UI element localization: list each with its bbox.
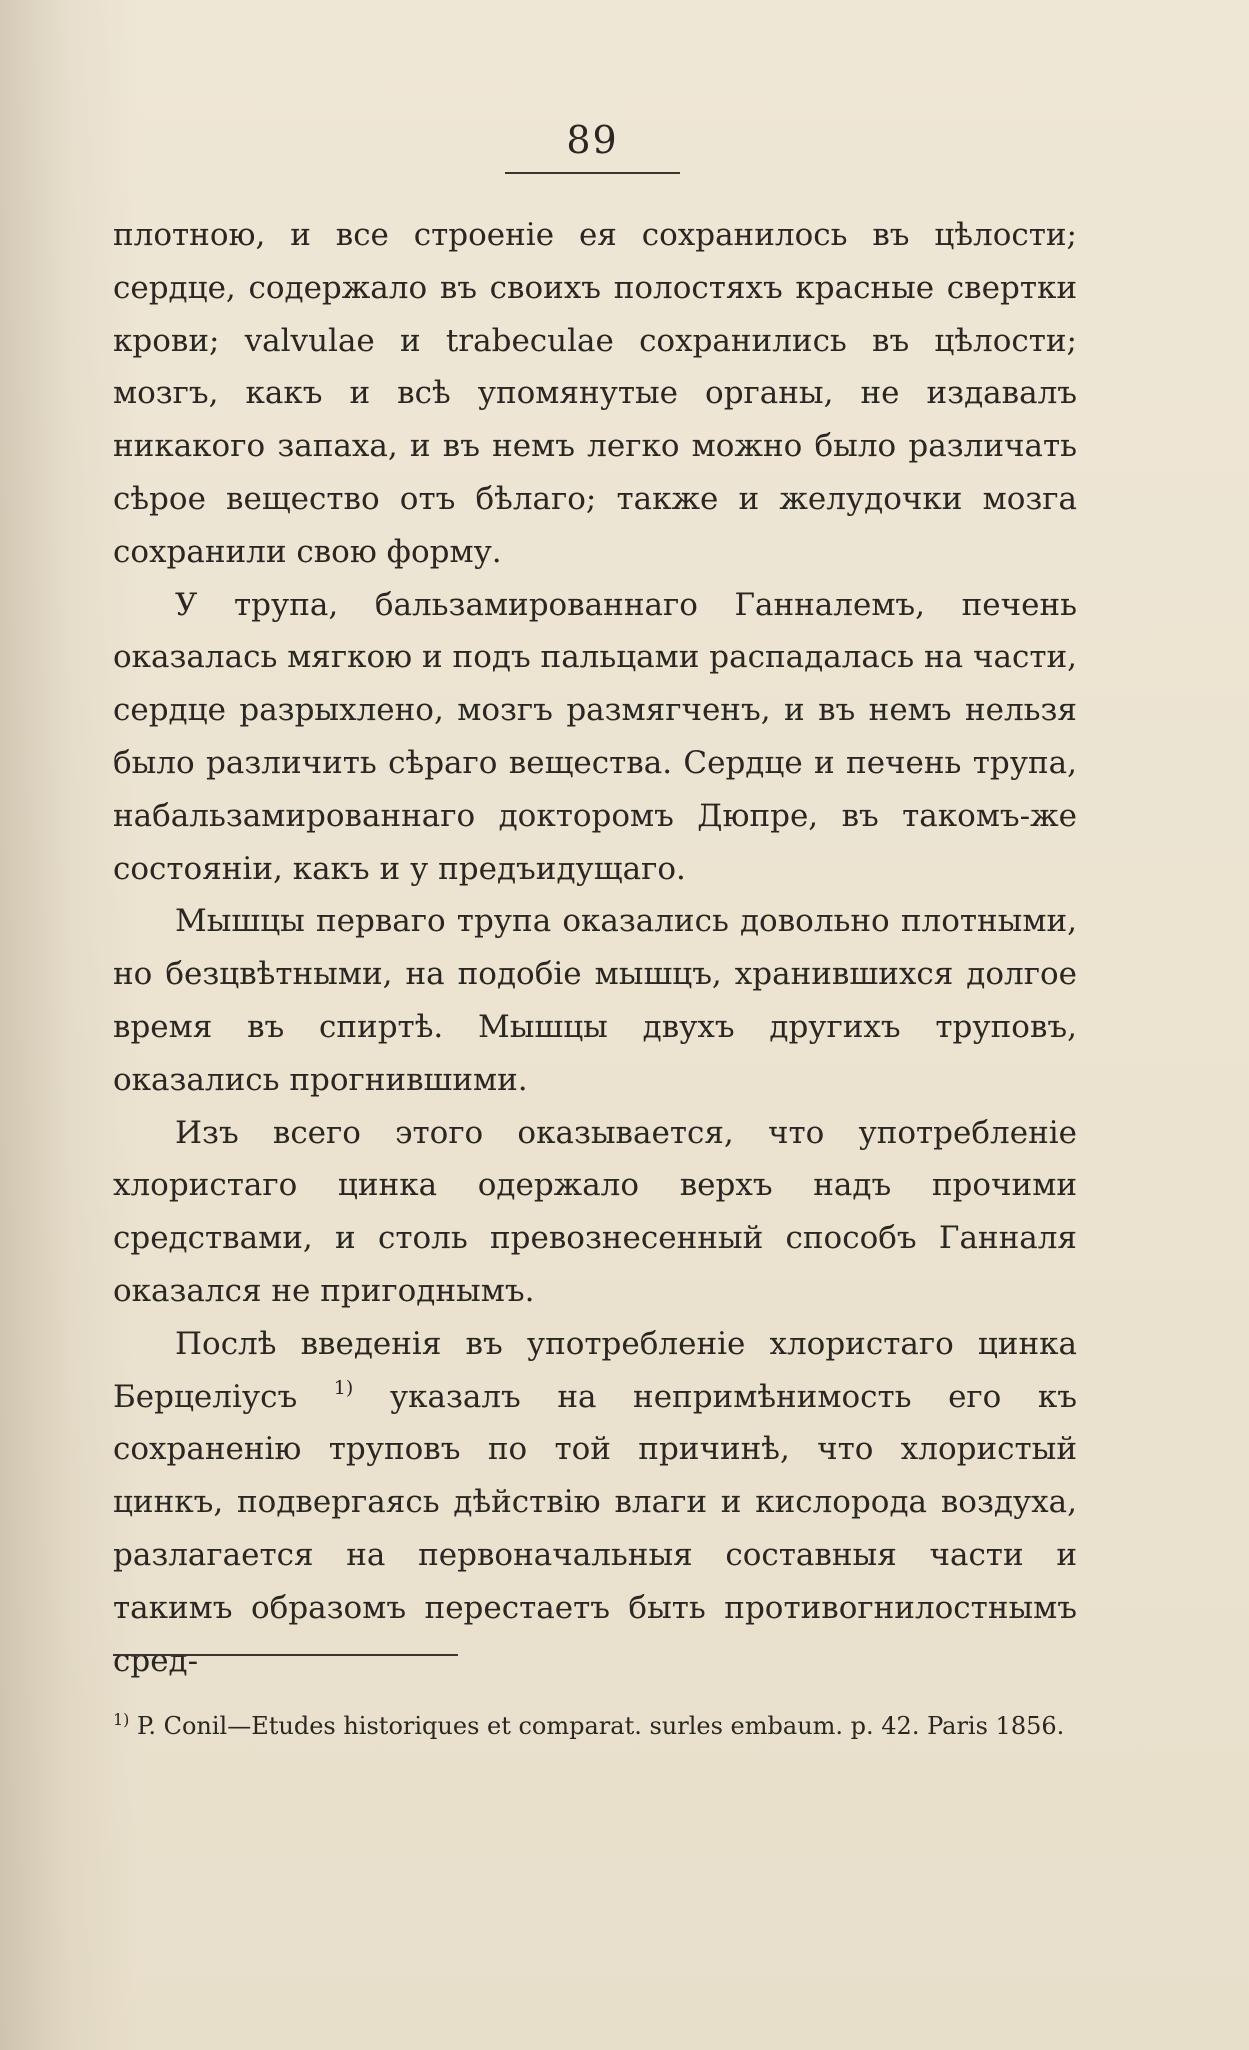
footnote: [113, 1706, 1077, 1746]
paragraph-1: плотною, и все строеніе ея сохранилось въ цѣлости; сердце, содержало въ своихъ полостяхъ красные свертки крови; valvulae и trabeculae сохранились въ цѣлости; мозгъ, какъ и всѣ упомянутые органы, не издавалъ никакого запаха, и въ немъ легко можно было различать сѣрое вещество отъ бѣлаго; также и желудочки мозга сохранили свою форму.: [113, 217, 1077, 570]
footnote-reference: 1): [333, 1376, 354, 1399]
paragraph-2: У трупа, бальзамированнаго Ганналемъ, печень оказалась мягкою и подъ пальцами распадалась на части, сердце разрыхлено, мозгъ размягченъ, и въ немъ нельзя было различить сѣраго вещества. Сердце и печень трупа, набальзамированнаго докторомъ Дюпре, въ такомъ-же состояніи, какъ и у предъидущаго.: [113, 586, 1077, 887]
footnote-text: P. Conil—Etudes historiques et comparat. surles embaum. p. 42. Paris 1856.: [129, 1712, 1065, 1740]
page-number: 89: [566, 118, 619, 162]
footnote-mark: 1): [113, 1710, 130, 1729]
paragraph-5: [113, 1318, 1077, 1688]
paragraph-5-rest: указалъ на непримѣнимость его къ сохраненію труповъ по той причинѣ, что хлористый цинкъ, подвергаясь дѣйствію влаги и кислорода воздуха, разлагается на первоначальныя составныя части и такимъ образомъ перестаетъ быть противогнилостнымъ сред-: [113, 1378, 1077, 1679]
footnote-divider: [113, 1654, 458, 1656]
paragraph-5-start: Послѣ введенія въ употребленіе хлористаго цинка Берцеліусъ: [113, 1325, 1077, 1415]
paragraph-3: Мышцы перваго трупа оказались довольно плотными, но безцвѣтными, на подобіе мышцъ, хранившихся долгое время въ спиртѣ. Мышцы двухъ другихъ труповъ, оказались прогнившими.: [113, 903, 1077, 1098]
body-text: [113, 209, 1077, 1687]
header-divider: [505, 172, 680, 174]
paragraph-4: Изъ всего этого оказывается, что употребленіе хлористаго цинка одержало верхъ надъ прочими средствами, и столь превознесенный способъ Ганналя оказался не пригоднымъ.: [113, 1114, 1077, 1309]
